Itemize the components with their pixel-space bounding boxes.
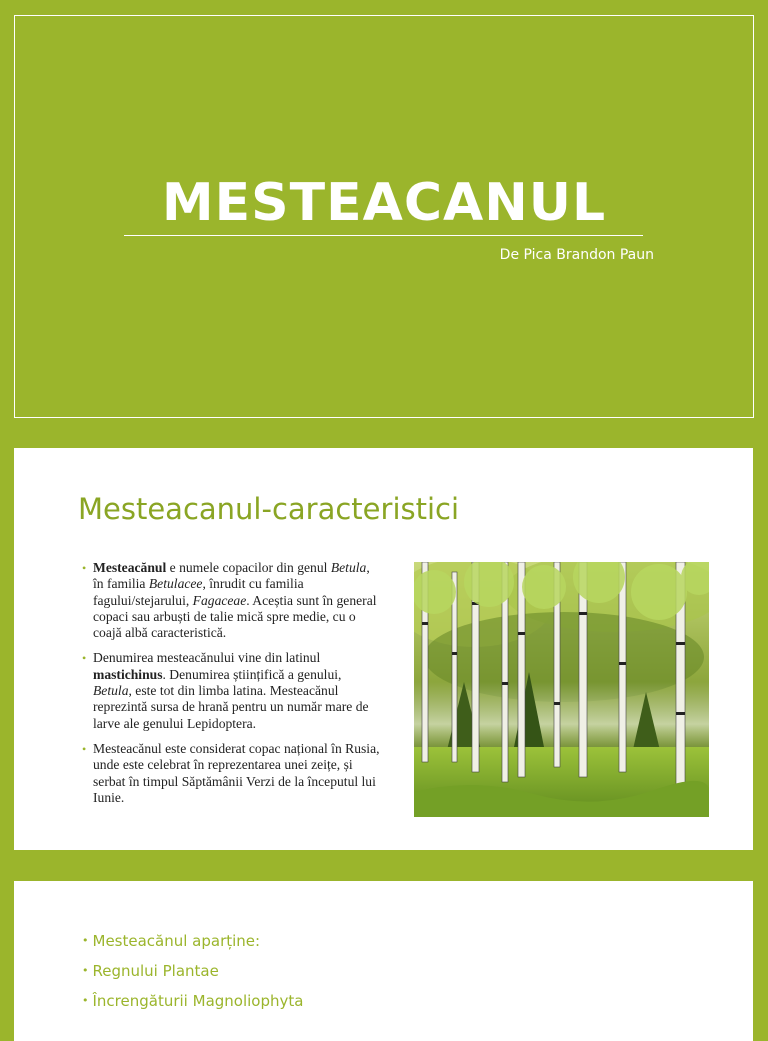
characteristics-bullet (82, 650, 382, 731)
characteristics-bullet (82, 741, 382, 806)
title-slide (0, 0, 768, 432)
bullet-text-run: . Denumirea științifică a genului, (162, 666, 342, 682)
bullet-text-run: Betula (93, 683, 129, 699)
bullet-glyph: • (82, 994, 89, 1007)
characteristics-bullet-list (82, 560, 382, 815)
slide-heading: Mesteacanul-caracteristici (78, 492, 460, 526)
classification-item (82, 931, 303, 961)
bullet-text-run: mastichinus (93, 666, 163, 682)
bullet-text-run: e numele copacilor din genul (166, 560, 331, 575)
classification-item-label: Mesteacănul aparține: (92, 932, 261, 950)
bullet-text-run: , în familia (93, 560, 370, 592)
bullet-glyph: • (82, 964, 89, 977)
bullet-text-run: Mesteacănul este considerat copac național în Rusia, unde este celebrat în reprezentarea unei zeițe, și serbat în timpul Săptămânii Verzi de la începutul lui Iunie. (93, 740, 380, 805)
bullet-glyph: • (82, 651, 87, 666)
classification-item (82, 991, 303, 1021)
bullet-text-run: . Aceștia sunt în general copaci sau arbuști de talie mică spre medie, cu o coajă albă caracteristică. (93, 592, 377, 641)
bullet-text-run: Mesteacănul (93, 560, 167, 575)
bullet-glyph: • (82, 741, 87, 756)
title-underline (124, 235, 643, 236)
characteristics-slide (14, 448, 753, 850)
characteristics-bullet (82, 560, 382, 641)
presentation-title: MESTEACANUL (161, 173, 607, 233)
bullet-text-run: Denumirea mesteacănului vine din latinul (93, 650, 321, 666)
bullet-glyph: • (82, 934, 89, 947)
bullet-text-run: Betulacee (148, 576, 203, 592)
bullet-glyph: • (82, 561, 87, 575)
bullet-text-run: Fagaceae (192, 592, 247, 608)
classification-item (82, 961, 303, 991)
classification-item-label: Regnului Plantae (92, 962, 219, 980)
presentation-author: De Pica Brandon Paun (499, 247, 654, 263)
classification-item-label: Încrengăturii Magnoliophyta (92, 992, 304, 1010)
classification-list (82, 931, 303, 1021)
classification-slide (14, 881, 753, 1041)
bullet-text-run: , înrudit cu familia fagului/stejarului, (93, 576, 304, 608)
birch-forest-photo (414, 562, 709, 817)
bullet-text-run: , este tot din limba latina. Mesteacănul reprezintă sursa de hrană pentru un număr mare de larve ale genului Lepidoptera. (93, 683, 369, 731)
bullet-text-run: Betula (330, 560, 367, 575)
